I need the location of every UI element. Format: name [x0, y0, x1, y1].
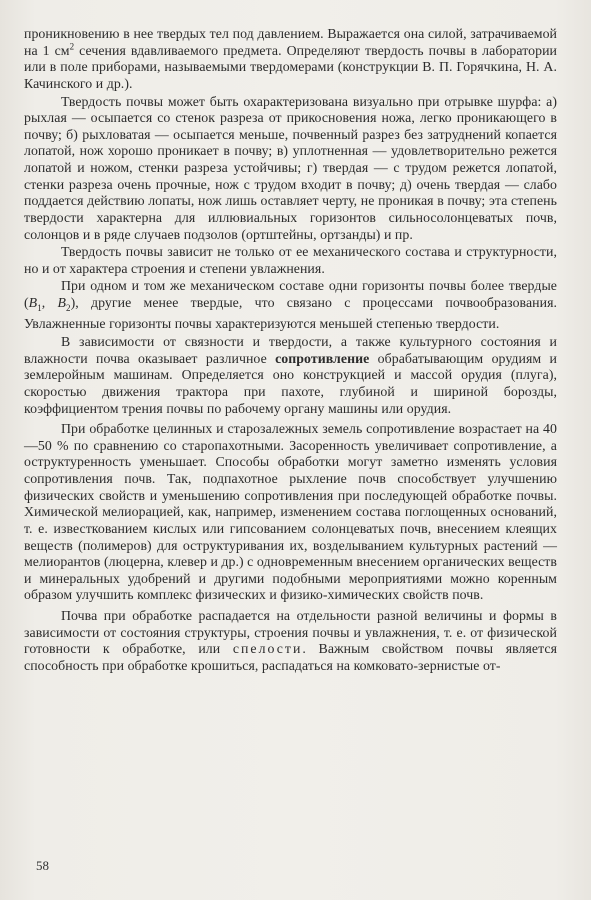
- paragraph-7: Почва при обработке распадается на отдельности разной величины и формы в зависимости от состояния структуры, строения почвы и увлажнения, т. е. от физической готовности к обработке, или спелости. Важным свойством почвы является способность при обработке крошиться, распадаться на комковато-зернистые от-: [24, 608, 557, 673]
- paragraph-6: При обработке целинных и старозалежных земель сопротивление возрастает на 40—50 % по сравнению со старопахотными. Засоренность увеличивает сопротивление, а оструктуренность уменьшает. Способы обработки могут заметно изменять условия сопротивления почв. Так, подпахотное рыхление почв способствует улучшению физических свойств и уменьшению сопротивления при последующей обработке почвы. Химической мелиорацией, как, например, изменением состава поглощенных оснований, т. е. известкованием кислых или гипсованием солонцеватых почв, внесением клеящих веществ (полимеров) для оструктуривания их, возделыванием культурных растений — мелиорантов (люцерна, клевер и др.) с одновременным внесением органических веществ и минеральных удобрений и другими подобными мероприятиями можно коренным образом улучшить комплекс физических и физико-химических свойств почв.: [24, 421, 557, 603]
- paragraph-4: При одном и том же механическом составе одни горизонты почвы более твердые ($B_1$, $B_2$), другие менее твердые, что связано с процессами почвообразования. Увлажненные горизонты почвы характеризуются меньшей степенью твердости.: [24, 278, 557, 332]
- paragraph-2: Твердость почвы может быть охарактеризована визуально при отрывке шурфа: а) рыхлая — осыпается со стенок разреза от прикосновения ножа, легко проникающего в почву; б) рыхловатая — осыпается меньше, почвенный разрез без затруднений копается лопатой, нож хорошо проникает в почву; в) уплотненная — удовлетворительно режется лопатой и ножом, стенки разреза устойчивы; г) твердая — с трудом режется лопатой, стенки разреза очень прочные, нож с трудом входит в почву; д) очень твердая — слабо поддается действию лопаты, нож лишь оставляет черту, не проникая в почву; эта степень твердости характерна для иллювиальных горизонтов сильносолонцеватых почв, солонцов и в ряде случаев подзолов (ортштейны, ортзанды) и пр.: [24, 93, 557, 242]
- body-text: [24, 26, 557, 676]
- paragraph-5: В зависимости от связности и твердости, а также культурного состояния и влажности почва оказывает различное сопротивление обрабатывающим орудиям и землеройным машинам. Определяется оно конструкцией и массой орудия (плуга), скоростью движения трактора при пахоте, глубиной и шириной борозды, коэффициентом трения почвы по рабочему органу машины или орудия.: [24, 334, 557, 416]
- paragraph-3: Твердость почвы зависит не только от ее механического состава и структурности, но и от характера строения и степени увлажнения.: [24, 244, 557, 276]
- paragraph-1: проникновению в нее твердых тел под давлением. Выражается она силой, затрачиваемой на 1 $см^2$ сечения вдавливаемого предмета. Определяют твердость почвы в лаборатории или в поле приборами, называемыми твердомерами (конструкции В. П. Горячкина, Н. А. Качинского и др.).: [24, 26, 557, 91]
- spaced-term: спелости: [232, 641, 303, 657]
- bold-term: сопротивление: [275, 350, 370, 366]
- page-number: 58: [36, 858, 49, 873]
- superscript: 2: [69, 41, 75, 52]
